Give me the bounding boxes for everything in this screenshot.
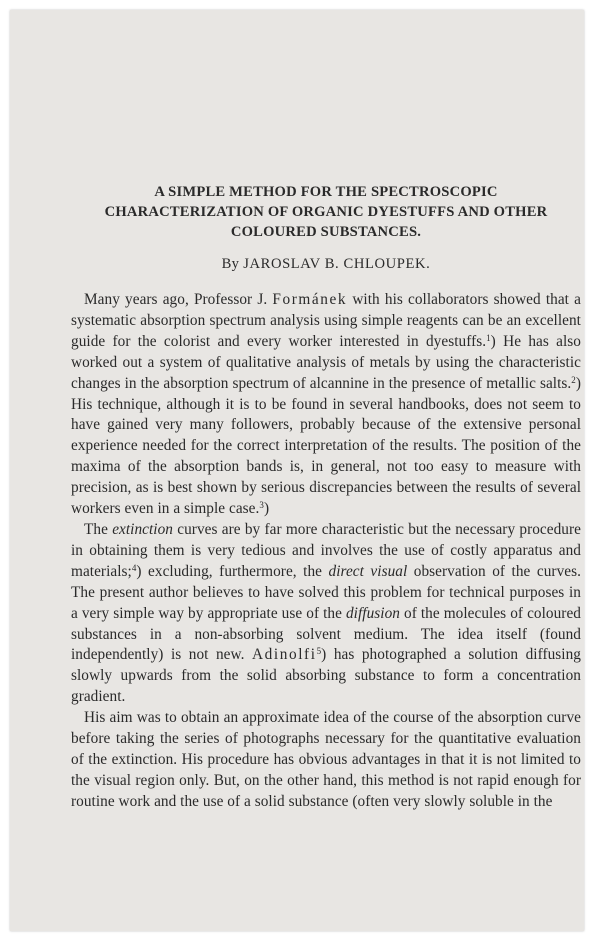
p2-text-b: curves are by far more characteristic but the necessary procedure in obtaining them is very tedious and involves the use of costly apparatus and materials;: [71, 520, 581, 580]
p1-text-b: with his collaborators showed that a systematic absorption spectrum analysis using simple reagents can be an excellent guide for the colorist and every worker interested in dyestuffs.: [71, 291, 581, 350]
p1-text-e: ): [263, 500, 270, 518]
page-sheet: [10, 10, 584, 931]
p2-text-f: ) has photographed a solution diffusing slowly upwards from the solid absorbing substance to form a concentration gradient.: [71, 646, 581, 706]
footnote-ref-4: 4: [131, 562, 137, 573]
p2-text-d: observation of the curves. The present author believes to have solved this problem for technical purposes in a very simple way by appropriate use of the: [71, 562, 581, 622]
byline-prefix: By: [221, 256, 240, 272]
p1-text-d: ) His technique, although it is to be found in several handbooks, does not seem to have gained very many followers, probably because of the extensive personal experience needed for the correct interpretation of the results. The position of the maxima of the absorption bands is, in general, not too easy to measure with precision, as is best shown by serious discrepancies between the results of several workers even in a simple case.: [71, 374, 581, 518]
byline: [71, 254, 581, 274]
author-name: JAROSLAV B. CHLOUPEK.: [243, 256, 431, 272]
p1-text-c: ) He has also worked out a system of qualitative analysis of metals by using the characteristic changes in the absorption spectrum of alcannine in the presence of metallic salts.: [71, 332, 581, 392]
footnote-ref-5: 5: [316, 646, 322, 657]
title-line-2: CHARACTERIZATION OF ORGANIC DYESTUFFS AND OTHER: [104, 204, 548, 220]
p1-text-a: Many years ago, Professor J.: [84, 291, 273, 308]
paragraph-3: His aim was to obtain an approximate idea of the course of the absorption curve before taking the series of photographs necessary for the quantitative evaluation of the extinction. His procedure has obvious advantages in that it is not limited to the visual region only. But, on the other hand, this method is not rapid enough for routine work and the use of a solid substance (often very slowly soluble in the: [71, 709, 581, 810]
emphasis-extinction: extinction: [112, 520, 174, 538]
footnote-ref-3: 3: [259, 500, 264, 511]
p2-text-e: of the molecules of coloured substances in a non-absorbing solvent medium. The idea itself (found independently) is not new.: [71, 604, 581, 664]
emphasis-diffusion: diffusion: [345, 604, 400, 622]
title-line-3: COLOURED SUBSTANCES.: [230, 224, 422, 240]
p2-text-a: The: [84, 520, 113, 538]
footnote-ref-2: 2: [571, 374, 576, 385]
paragraph-2: [71, 520, 581, 708]
footnote-ref-1: 1: [486, 332, 491, 343]
paragraph-1: [71, 290, 581, 520]
emphasis-direct-visual: direct visual: [328, 562, 408, 580]
article-title: [71, 182, 581, 242]
person-name-formanek: Formánek: [272, 291, 348, 308]
title-line-1: A SIMPLE METHOD FOR THE SPECTROSCOPIC: [154, 184, 498, 200]
p2-text-c: ) excluding, furthermore, the: [136, 562, 329, 580]
article-body: [71, 182, 581, 813]
person-name-adinolfi: Adinolfi: [251, 646, 317, 664]
